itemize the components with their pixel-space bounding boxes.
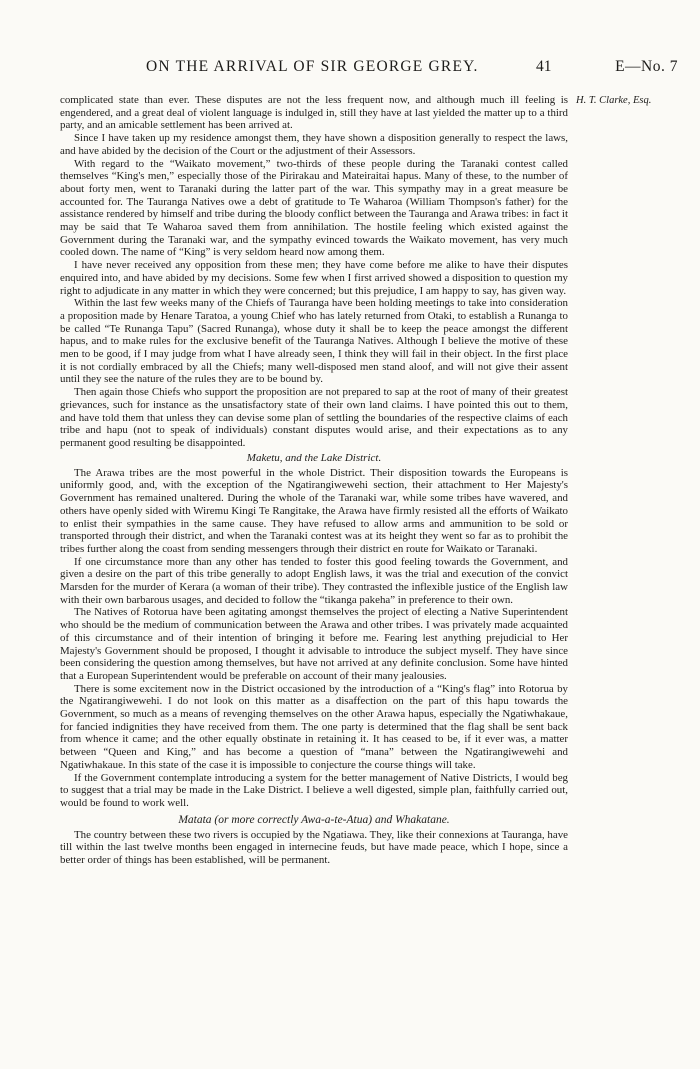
paragraph: There is some excitement now in the District occasioned by the introduction of a “King's flag” into Rotorua by the Ngatirangiwewehi. I do not look on this matter as a disaffection on the part of this hapu towards the Government, so much as a means of revenging themselves on the other Arawa hapus, especially the Ngatiwhakaue, for fancied indignities they have received from them. The one party is determined that the flag shall be sent back from whence it came; and the other equally obstinate in retaining it. It has ceased to be, if it ever was, a matter between “Queen and King,” and has become a question of “mana” between the Ngatirangiwewehi and Ngatiwhakaue. In this state of the case it is impossible to conjecture the course things will take. bbox=[60, 682, 568, 771]
paragraph: The country between these two rivers is occupied by the Ngatiawa. They, like their connexions at Tauranga, have till within the last twelve months been engaged in internecine feuds, but have made peace, which I hope, since a better order of things has been established, will be permanent. bbox=[60, 828, 568, 867]
paragraph: The Arawa tribes are the most powerful in the whole District. Their disposition towards the Europeans is uniformly good, and, with the exception of the Ngatirangiwewehi section, their attachment to Her Majesty's Government has remained unaltered. During the whole of the Taranaki war, while some tribes have wavered, and others have openly sided with Wiremu Kingi Te Rangitake, the Arawa have firmly resisted all the efforts of Waikato to enlist their sympathies in the same cause. They have refused to allow arms and ammunition to be sold or transported through their district, and when the Taranaki contest was at its height they went so far as to prohibit the tribes further along the coast from sending messengers through their district en route for Waikato or Taranaki. bbox=[60, 466, 568, 555]
paragraph: Since I have taken up my residence amongst them, they have shown a disposition generally to respect the laws, and have abided by the decision of the Court or the adjustment of their Assessors. bbox=[60, 132, 568, 157]
running-title: ON THE ARRIVAL OF SIR GEORGE GREY. bbox=[146, 58, 479, 75]
paragraph: If the Government contemplate introducing a system for the better management of Native Districts, I would beg to suggest that a trial may be made in the Lake District. I believe a well digested, simple plan, faithfully carried out, would be found to work well. bbox=[60, 771, 568, 809]
paragraph: Within the last few weeks many of the Chiefs of Tauranga have been holding meetings to take into consideration a proposition made by Henare Taratoa, a young Chief who has lately returned from Otaki, to establish a Runanga to be called “Te Runanga Tapu” (Sacred Runanga), whose duty it shall be to keep the peace amongst the different hapus, and to make rules for the exclusive benefit of the Tauranga Natives. Although I believe the motive of these men to be good, if I may judge from what I have already seen, I think they will fail in their object. In the first place it is not cordially embraced by all the Chiefs; many well-disposed men stand aloof, and will not give their assent until they see the nature of the rules they are to be bound by. bbox=[60, 297, 568, 386]
paragraph: With regard to the “Waikato movement,” two-thirds of these people during the Taranaki contest called themselves “King's men,” especially those of the Pirirakau and Mateiraitai hapus. Many of these, to the number of about forty men, went to Taranaki during the latter part of the war. This sympathy may in a great measure be accounted for. The Tauranga Natives owe a debt of gratitude to Te Waharoa (William Thompson's father) for the assistance rendered by himself and tribe during the bloody conflict between the Tauranga and Arawa tribes: in fact it may be said that Te Waharoa saved them from annihilation. The hostile feeling which existed against the Government during the Taranaki war, and the sympathy evinced towards the Waikato movement, has very much cooled down. The name of “King” is very seldom heard now among them. bbox=[60, 157, 568, 259]
page-number: 41 bbox=[536, 58, 552, 75]
paragraph: The Natives of Rotorua have been agitating amongst themselves the project of electing a Native Superintendent who should be the medium of communication between the Arawa and other tribes. I was privately made acquainted of this circumstance and of their intention of bringing it before me. Fearing lest anything prejudicial to Her Majesty's Government should be proposed, I thought it advisable to introduce the subject myself. They have since been considering the question among themselves, but have not arrived at any definite conclusion. Some have hinted that a European Superintendent would be preferable on account of their many jealousies. bbox=[60, 606, 568, 682]
document-body bbox=[60, 94, 568, 867]
paragraph: complicated state than ever. These disputes are not the less frequent now, and although much ill feeling is engendered, and a great deal of violent language is indulged in, still they have at last yielded the matter up to a third party, and an amicable settlement has been arrived at. bbox=[60, 94, 568, 132]
paragraph: I have never received any opposition from these men; they have come before me alike to have their disputes enquired into, and have abided by my decisions. Some few when I first arrived showed a disposition to question my right to adjudicate in any matter in which they were concerned; but this prejudice, I am happy to say, has given way. bbox=[60, 259, 568, 297]
section-heading-maketu: Maketu, and the Lake District. bbox=[246, 451, 382, 464]
running-header bbox=[60, 58, 678, 80]
margin-note-author: H. T. Clarke, Esq. bbox=[576, 95, 652, 106]
document-reference: E—No. 7 bbox=[615, 58, 678, 75]
paragraph: If one circumstance more than any other has tended to foster this good feeling towards the Government, and given a desire on the part of this tribe generally to adopt English laws, it was the trial and execution of the convict Marsden for the murder of Kerara (a woman of their tribe). They contrasted the inflexible justice of the English law with their own barbarous usages, and decided to follow the “tikanga pakeha” in preference to their own. bbox=[60, 555, 568, 606]
paragraph: Then again those Chiefs who support the proposition are not prepared to sap at the root of many of their greatest grievances, such for instance as the unsatisfactory state of their own land claims. I have pointed this out to them, and have told them that unless they can devise some plan of settling the boundaries of the respective claims of each tribe and hapu (not to speak of individuals) constant disputes would arise, and their expectations as to any permanent good resulting be disappointed. bbox=[60, 386, 568, 449]
section-heading-matata: Matata (or more correctly Awa-a-te-Atua) and Whakatane. bbox=[178, 813, 450, 826]
